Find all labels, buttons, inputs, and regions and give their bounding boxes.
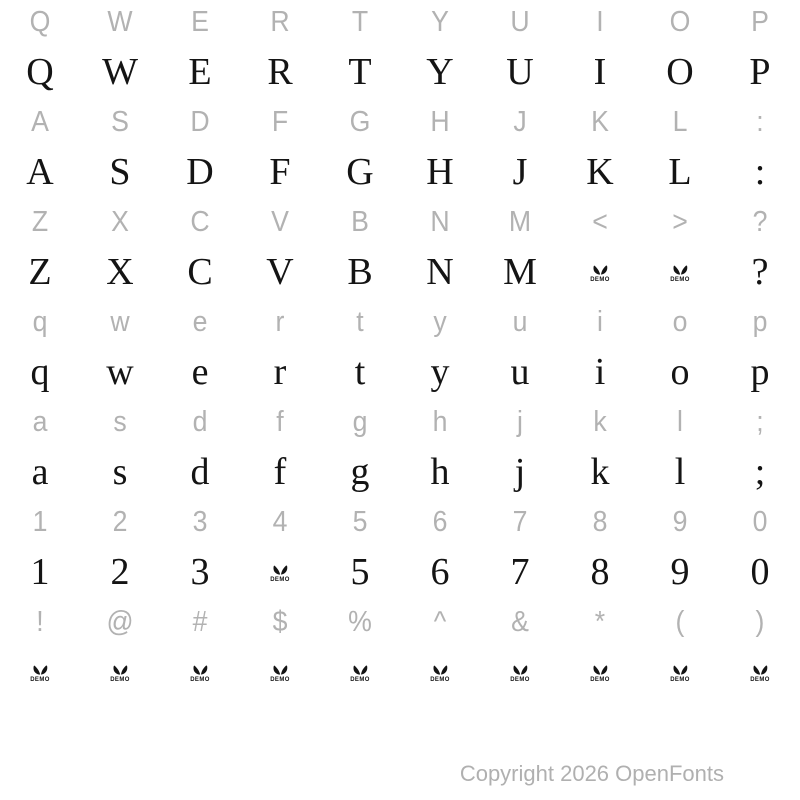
reference-glyph: E [191, 6, 209, 38]
specimen-block-6 [0, 500, 800, 600]
demo-glyph: e [191, 351, 209, 393]
demo-glyph: R [267, 51, 293, 93]
reference-glyph: Z [31, 206, 49, 238]
reference-glyph: a [32, 406, 48, 438]
demo-glyph: r [273, 351, 287, 393]
reference-glyph: r [275, 306, 285, 338]
demo-placeholder-glyph [640, 244, 720, 300]
reference-glyph: C [190, 206, 210, 238]
reference-glyph: w [110, 306, 130, 338]
demo-glyph: E [188, 51, 212, 93]
demo-glyph: h [430, 451, 450, 493]
reference-glyph: B [351, 206, 369, 238]
demo-placeholder-glyph [400, 644, 480, 700]
reference-glyph: H [430, 106, 450, 138]
reference-glyph: W [107, 6, 133, 38]
demo-placeholder-label: DEMO [270, 577, 290, 583]
reference-glyph: ? [752, 206, 768, 238]
demo-row [0, 144, 800, 200]
demo-glyph: 0 [750, 551, 770, 593]
fleuron-icon [432, 664, 449, 676]
reference-glyph: G [349, 106, 371, 138]
demo-row [0, 344, 800, 400]
reference-glyph: > [672, 206, 688, 238]
reference-row [0, 200, 800, 244]
reference-glyph: ! [36, 606, 44, 638]
fleuron-icon [352, 664, 369, 676]
demo-placeholder-label: DEMO [430, 677, 450, 683]
reference-glyph: T [351, 6, 369, 38]
demo-row [0, 244, 800, 300]
reference-glyph: q [32, 306, 48, 338]
demo-glyph: i [594, 351, 606, 393]
reference-glyph: i [597, 306, 603, 338]
reference-glyph: 4 [272, 506, 288, 538]
reference-glyph: < [592, 206, 608, 238]
demo-placeholder-glyph [640, 644, 720, 700]
demo-glyph: k [590, 451, 610, 493]
demo-glyph: 6 [430, 551, 450, 593]
reference-glyph: O [669, 6, 691, 38]
demo-glyph: s [112, 451, 128, 493]
fleuron-icon [112, 664, 129, 676]
demo-placeholder-glyph [0, 644, 80, 700]
demo-glyph: l [674, 451, 686, 493]
reference-glyph: ; [756, 406, 764, 438]
reference-glyph: L [672, 106, 688, 138]
specimen-block-3 [0, 200, 800, 300]
reference-glyph: I [596, 6, 604, 38]
demo-row [0, 444, 800, 500]
reference-glyph: & [511, 606, 529, 638]
reference-glyph: Q [29, 6, 51, 38]
demo-glyph: V [266, 251, 294, 293]
fleuron-icon [592, 664, 609, 676]
demo-glyph: u [510, 351, 530, 393]
reference-glyph: F [271, 106, 289, 138]
fleuron-icon [272, 664, 289, 676]
demo-glyph: Z [28, 251, 52, 293]
demo-glyph: K [586, 151, 614, 193]
demo-glyph: 8 [590, 551, 610, 593]
reference-glyph: ( [675, 606, 685, 638]
demo-glyph: N [426, 251, 454, 293]
demo-glyph: ; [754, 451, 766, 493]
specimen-block-1 [0, 0, 800, 100]
fleuron-icon [752, 664, 769, 676]
demo-glyph: J [512, 151, 528, 193]
fleuron-icon [512, 664, 529, 676]
reference-glyph: g [352, 406, 368, 438]
demo-glyph: ? [751, 251, 769, 293]
reference-glyph: D [190, 106, 210, 138]
demo-glyph: o [670, 351, 690, 393]
reference-glyph: ^ [433, 606, 447, 638]
demo-glyph: t [354, 351, 366, 393]
reference-glyph: * [594, 606, 606, 638]
reference-glyph: P [751, 6, 769, 38]
demo-placeholder-glyph [240, 544, 320, 600]
demo-glyph: j [514, 451, 526, 493]
reference-glyph: 2 [112, 506, 128, 538]
fleuron-icon [592, 264, 609, 276]
demo-glyph: G [346, 151, 374, 193]
reference-glyph: Y [431, 6, 449, 38]
reference-glyph: h [432, 406, 448, 438]
specimen-block-7 [0, 600, 800, 700]
reference-glyph: o [672, 306, 688, 338]
reference-glyph: 5 [352, 506, 368, 538]
demo-placeholder-label: DEMO [750, 677, 770, 683]
specimen-block-2 [0, 100, 800, 200]
demo-placeholder-glyph [240, 644, 320, 700]
reference-row [0, 100, 800, 144]
reference-glyph: K [591, 106, 609, 138]
demo-placeholder-label: DEMO [670, 277, 690, 283]
reference-glyph: S [111, 106, 129, 138]
reference-glyph: ) [755, 606, 765, 638]
reference-row [0, 0, 800, 44]
reference-glyph: : [756, 106, 764, 138]
demo-glyph: : [754, 151, 766, 193]
demo-glyph: g [350, 451, 370, 493]
fleuron-icon [672, 264, 689, 276]
reference-glyph: p [752, 306, 768, 338]
fleuron-icon [192, 664, 209, 676]
demo-glyph: Q [26, 51, 54, 93]
reference-glyph: % [348, 606, 372, 638]
demo-glyph: W [102, 51, 138, 93]
demo-placeholder-glyph [720, 644, 800, 700]
demo-placeholder-label: DEMO [590, 677, 610, 683]
demo-glyph: D [186, 151, 214, 193]
reference-glyph: 8 [592, 506, 608, 538]
demo-glyph: a [31, 451, 49, 493]
demo-glyph: I [593, 51, 607, 93]
demo-placeholder-glyph [160, 644, 240, 700]
demo-glyph: M [503, 251, 537, 293]
demo-glyph: f [273, 451, 287, 493]
reference-glyph: $ [272, 606, 288, 638]
reference-glyph: V [271, 206, 289, 238]
copyright-text: Copyright 2026 OpenFonts [459, 761, 724, 786]
demo-glyph: H [426, 151, 454, 193]
reference-glyph: k [593, 406, 607, 438]
demo-row [0, 44, 800, 100]
reference-glyph: l [677, 406, 683, 438]
reference-glyph: A [31, 106, 49, 138]
demo-glyph: 1 [30, 551, 50, 593]
fleuron-icon [32, 664, 49, 676]
demo-placeholder-glyph [560, 244, 640, 300]
reference-glyph: 9 [672, 506, 688, 538]
demo-glyph: w [106, 351, 134, 393]
demo-glyph: X [106, 251, 134, 293]
reference-glyph: 7 [512, 506, 528, 538]
demo-glyph: d [190, 451, 210, 493]
reference-glyph: R [270, 6, 290, 38]
demo-glyph: L [668, 151, 692, 193]
reference-glyph: X [111, 206, 129, 238]
demo-placeholder-label: DEMO [30, 677, 50, 683]
demo-placeholder-label: DEMO [350, 677, 370, 683]
reference-glyph: 6 [432, 506, 448, 538]
reference-glyph: s [113, 406, 127, 438]
demo-placeholder-label: DEMO [590, 277, 610, 283]
demo-glyph: F [269, 151, 291, 193]
demo-glyph: 3 [190, 551, 210, 593]
specimen-block-4 [0, 300, 800, 400]
reference-glyph: u [512, 306, 528, 338]
fleuron-icon [672, 664, 689, 676]
demo-glyph: T [348, 51, 372, 93]
demo-glyph: C [187, 251, 213, 293]
reference-row [0, 400, 800, 444]
reference-row [0, 300, 800, 344]
demo-glyph: 7 [510, 551, 530, 593]
demo-placeholder-glyph [80, 644, 160, 700]
reference-glyph: J [513, 106, 527, 138]
demo-glyph: P [749, 51, 771, 93]
demo-placeholder-glyph [480, 644, 560, 700]
demo-placeholder-label: DEMO [510, 677, 530, 683]
demo-glyph: A [26, 151, 54, 193]
reference-glyph: 0 [752, 506, 768, 538]
reference-glyph: f [276, 406, 284, 438]
demo-placeholder-label: DEMO [670, 677, 690, 683]
specimen-block-5 [0, 400, 800, 500]
demo-placeholder-glyph [320, 644, 400, 700]
demo-glyph: S [109, 151, 131, 193]
demo-glyph: p [750, 351, 770, 393]
reference-glyph: U [510, 6, 530, 38]
demo-glyph: q [30, 351, 50, 393]
reference-glyph: y [433, 306, 447, 338]
demo-placeholder-label: DEMO [110, 677, 130, 683]
reference-glyph: # [192, 606, 208, 638]
demo-placeholder-label: DEMO [270, 677, 290, 683]
demo-glyph: B [347, 251, 373, 293]
reference-glyph: t [356, 306, 364, 338]
reference-glyph: 3 [192, 506, 208, 538]
reference-glyph: @ [106, 606, 134, 638]
demo-row [0, 644, 800, 700]
demo-placeholder-label: DEMO [190, 677, 210, 683]
reference-row [0, 600, 800, 644]
demo-glyph: O [666, 51, 694, 93]
reference-glyph: j [517, 406, 523, 438]
demo-row [0, 544, 800, 600]
demo-glyph: 2 [110, 551, 130, 593]
reference-glyph: N [430, 206, 450, 238]
demo-placeholder-glyph [560, 644, 640, 700]
reference-row [0, 500, 800, 544]
reference-glyph: 1 [32, 506, 48, 538]
demo-glyph: Y [426, 51, 454, 93]
reference-glyph: e [192, 306, 208, 338]
demo-glyph: y [430, 351, 450, 393]
demo-glyph: U [506, 51, 534, 93]
fleuron-icon [272, 564, 289, 576]
demo-glyph: 5 [350, 551, 370, 593]
reference-glyph: d [192, 406, 208, 438]
reference-glyph: M [508, 206, 532, 238]
demo-glyph: 9 [670, 551, 690, 593]
